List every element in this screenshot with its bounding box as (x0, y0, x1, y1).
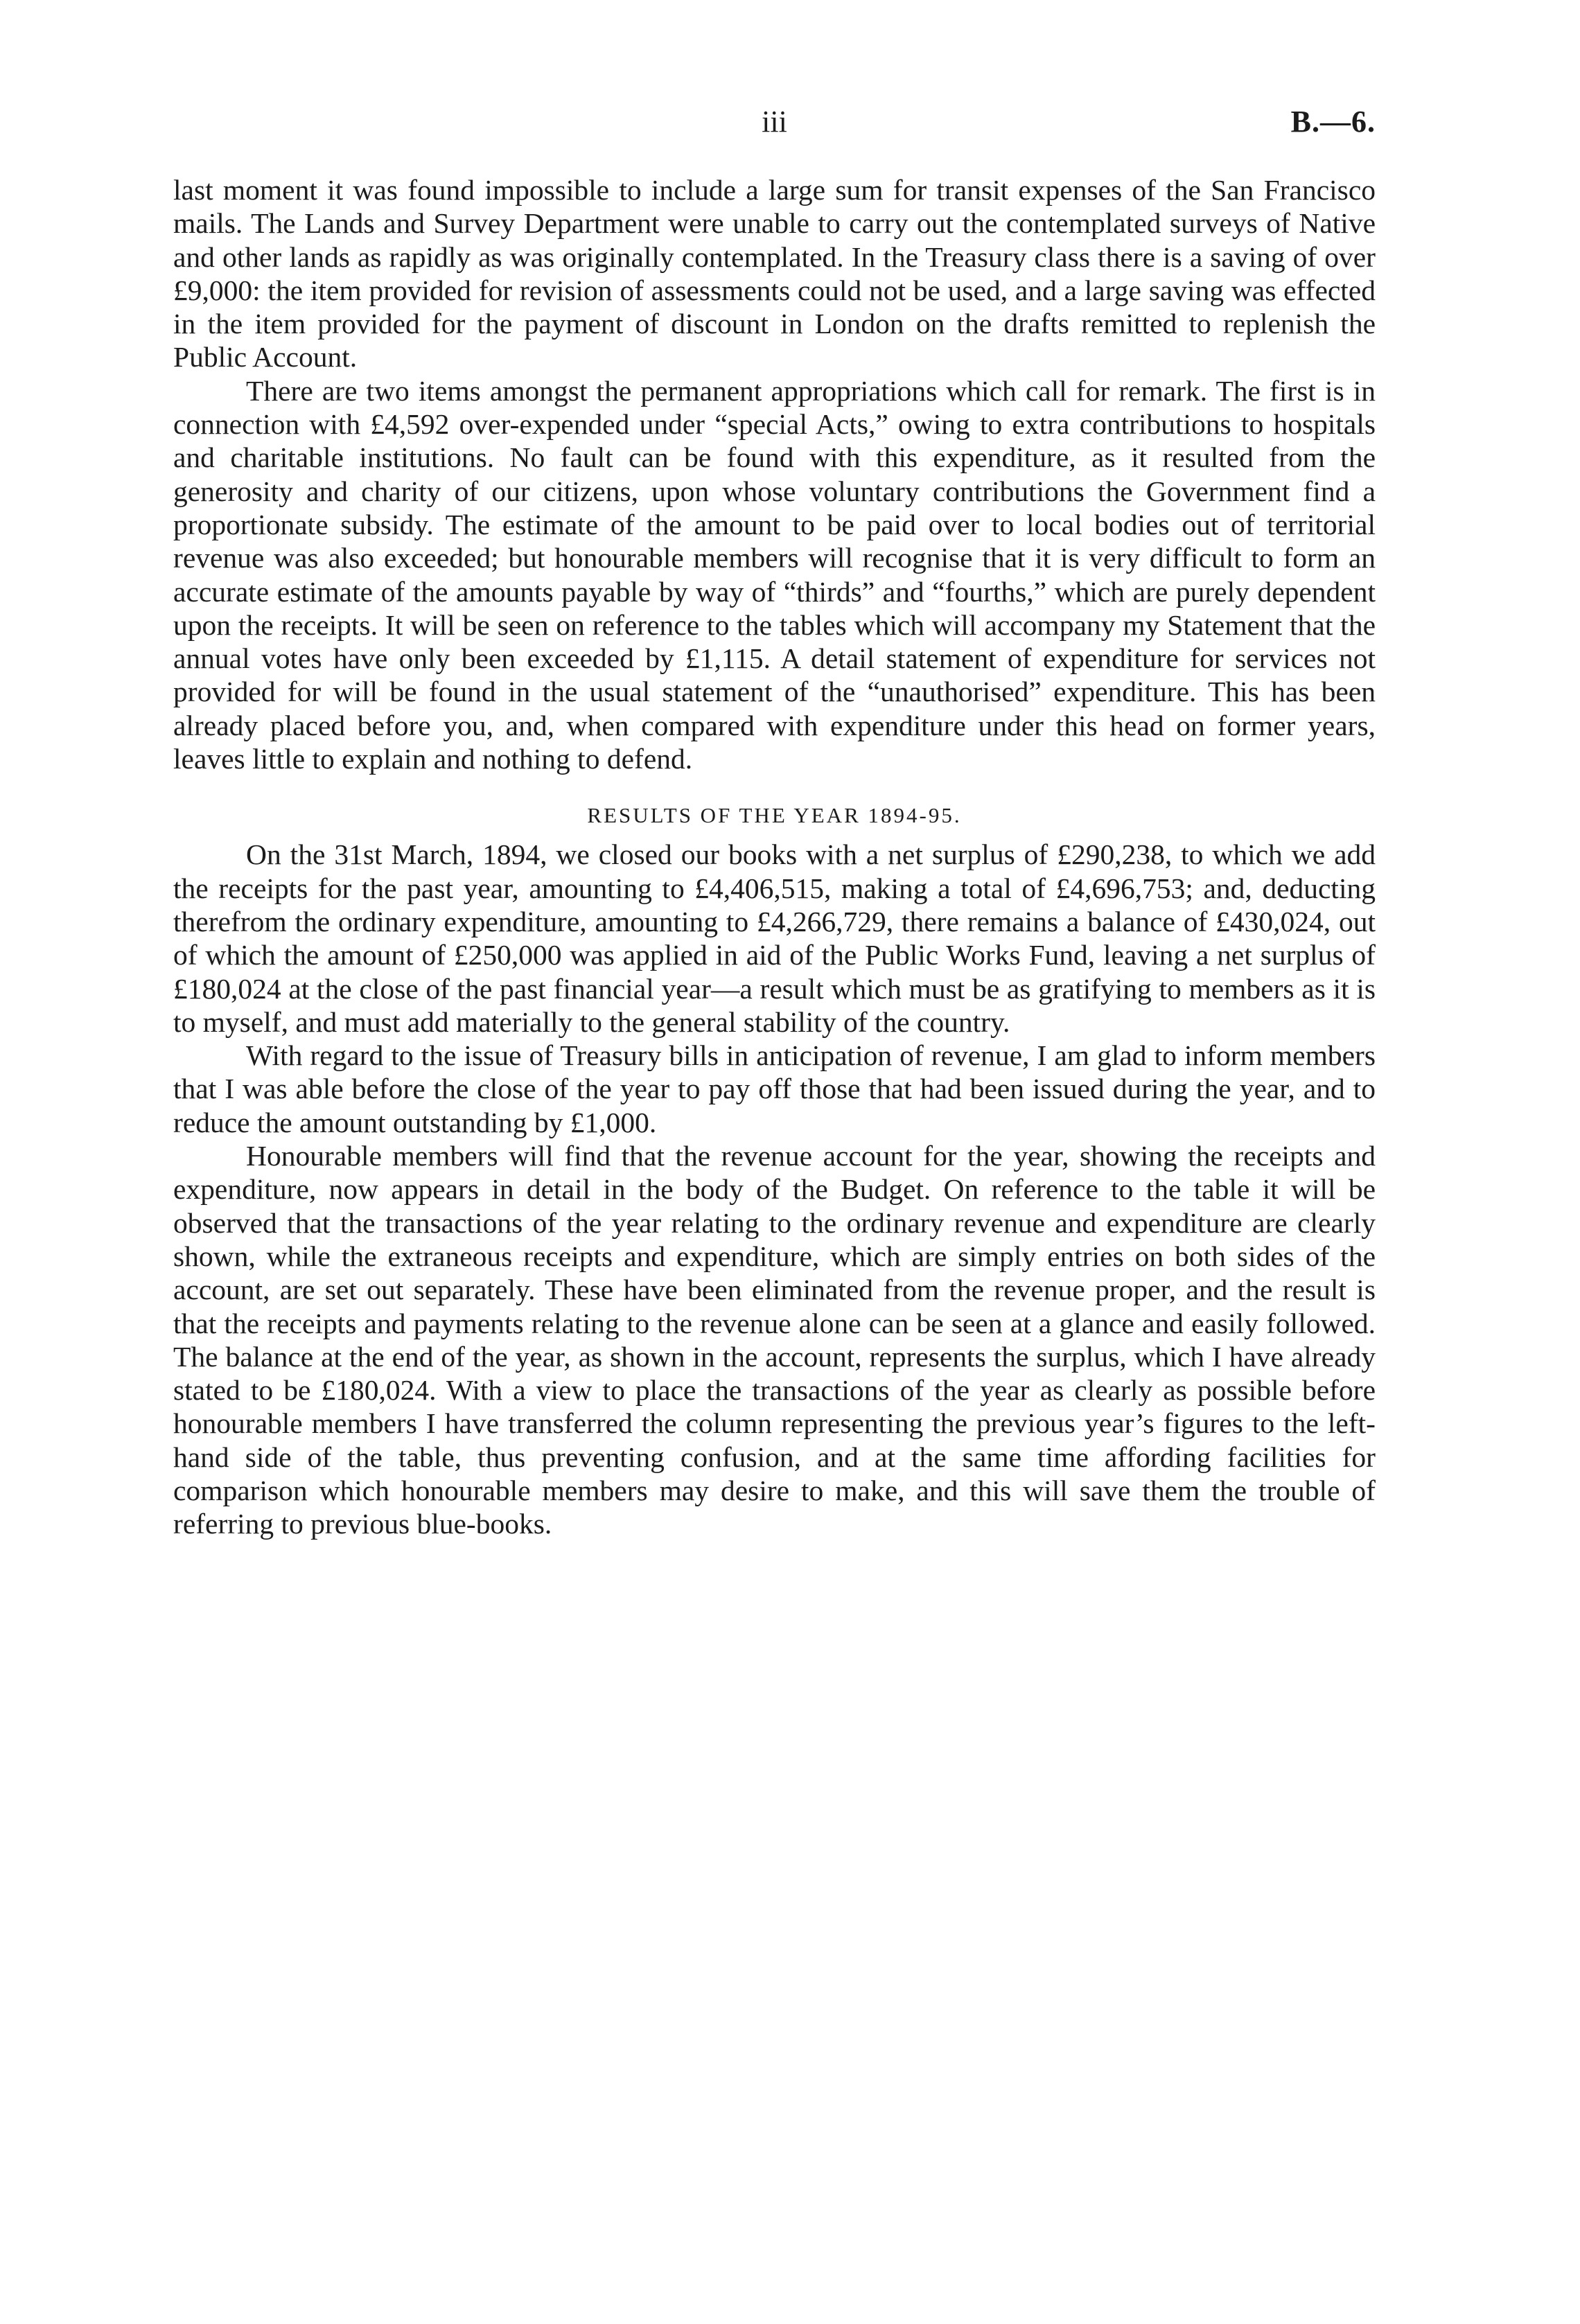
section-heading: RESULTS OF THE YEAR 1894-95. (587, 803, 962, 828)
paragraph-revenue-account: Honourable members will find that the revenue account for the year, showing the receipts and expenditure, now appears in detail in the body of the Budget. On reference to the table it will be observed that the transactions of the year relating to the ordinary revenue and expenditure are clearly shown, while the extraneous receipts and expenditure, which are simply entries on both sides of the account, are set out separately. These have been eliminated from the revenue proper, and the result is that the receipts and payments relating to the revenue alone can be seen at a glance and easily followed. The balance at the end of the year, as shown in the account, represents the surplus, which I have already stated to be £180,024. With a view to place the transactions of the year as clearly as possible before honourable members I have transferred the column representing the previous year’s figures to the left-hand side of the table, thus preventing confusion, and at the same time affording facilities for comparison which honourable members may desire to make, and this will save them the trouble of referring to previous blue-books. (173, 1140, 1376, 1540)
paragraph-permanent-appropriations: There are two items amongst the permanent appropriations which call for remark. The first is in connection with £4,592 over-expended under “special Acts,” owing to extra contributions to hospitals and charitable institutions. No fault can be found with this expenditure, as it resulted from the generosity and charity of our citizens, upon whose voluntary contributions the Government find a proportionate subsidy. The estimate of the amount to be paid over to local bodies out of territorial revenue was also exceeded; but honourable members will recognise that it is very difficult to form an accurate estimate of the amounts payable by way of “thirds” and “fourths,” which are purely dependent upon the receipts. It will be seen on reference to the tables which will accompany my Statement that the annual votes have only been exceeded by £1,115. A detail statement of expenditure for services not provided for will be found in the usual statement of the “unauthorised” expenditure. This has been already placed before you, and, when compared with expenditure under this head on former years, leaves little to explain and nothing to defend. (173, 374, 1376, 775)
page-number: iii (762, 105, 787, 139)
document-reference: B.—6. (1290, 105, 1376, 139)
page-header (173, 104, 1376, 152)
paragraph-treasury-bills: With regard to the issue of Treasury bills in anticipation of revenue, I am glad to inform members that I was able before the close of the year to pay off those that had been issued during the year, and to reduce the amount outstanding by £1,000. (173, 1039, 1376, 1138)
paragraph-continued: last moment it was found impossible to include a large sum for transit expenses of the San Francisco mails. The Lands and Survey Department were unable to carry out the contemplated surveys of Native and other lands as rapidly as was originally contemplated. In the Treasury class there is a saving of over £9,000: the item provided for revision of assessments could not be used, and a large saving was effected in the item provided for the payment of discount in London on the drafts remitted to replenish the Public Account. (173, 174, 1376, 373)
document-body (173, 173, 1376, 1541)
paragraph-results: On the 31st March, 1894, we closed our books with a net surplus of £290,238, to which we add the receipts for the past year, amounting to £4,406,515, making a total of £4,696,753; and, deducting therefrom the ordinary expenditure, amounting to £4,266,729, there remains a balance of £430,024, out of which the amount of £250,000 was applied in aid of the Public Works Fund, leaving a net surplus of £180,024 at the close of the past financial year—a result which must be as gratifying to members as it is to myself, and must add materially to the general stability of the country. (173, 838, 1376, 1038)
